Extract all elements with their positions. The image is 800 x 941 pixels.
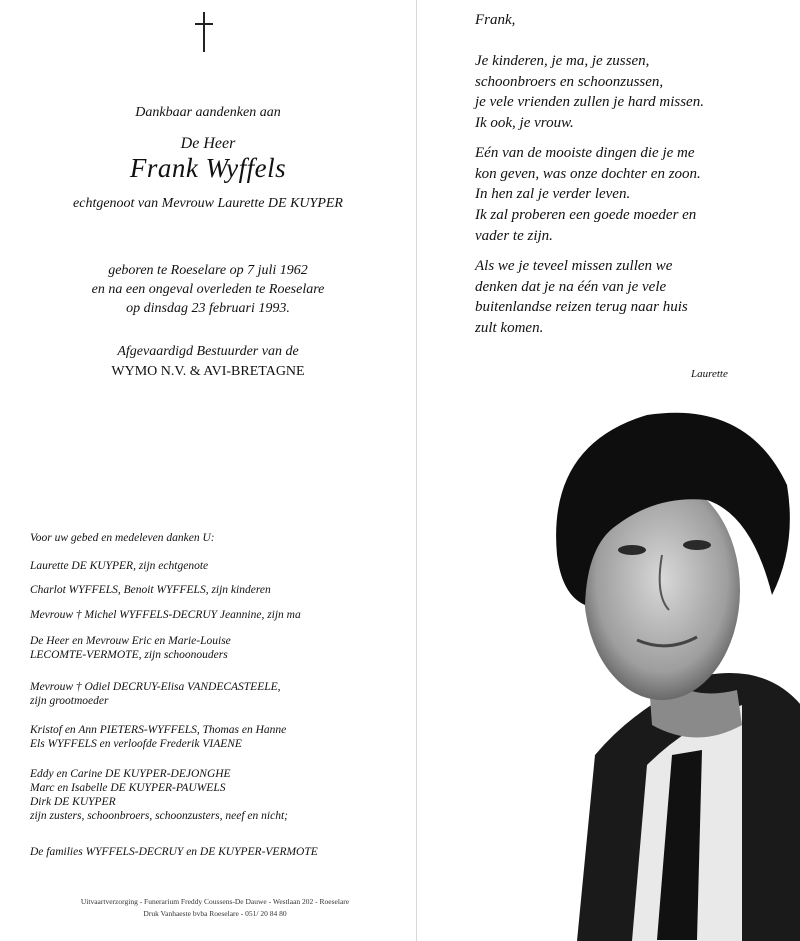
footer-line-2: Druk Vanhaeste bvba Roeselare - 051/ 20 84 80: [143, 909, 287, 918]
poem-line: denken dat je na één van je vele: [475, 278, 667, 295]
poem-line: Ik zal proberen een goede moeder en: [475, 207, 697, 224]
thanks-entry: [30, 845, 318, 859]
poem-line: vader te zijn.: [475, 227, 553, 244]
death-text-1: en na een ongeval overleden te Roeselare: [91, 282, 325, 297]
birth-text: geboren te Roeselare op 7 juli 1962: [108, 263, 308, 278]
role-text: Afgevaardigd Bestuurder van de: [117, 344, 299, 359]
thanks-line: Eddy en Carine DE KUYPER-DEJONGHE: [30, 768, 231, 780]
thanks-entry: [30, 723, 286, 751]
thanks-line: zijn zusters, schoonbroers, schoonzusters, neef en nicht;: [30, 810, 288, 822]
footer-line-1: Uitvaartverzorging - Funerarium Freddy Coussens-De Dauwe - Westlaan 202 - Roeselare: [80, 897, 350, 906]
poem-line: Ik ook, je vrouw.: [475, 115, 574, 132]
cross-icon: [193, 12, 215, 52]
thanks-line: Marc en Isabelle DE KUYPER-PAUWELS: [30, 782, 226, 794]
poem-greeting: Frank,: [475, 12, 516, 28]
poem-line: Als we je teveel missen zullen we: [475, 258, 673, 274]
poem-stanza: [475, 256, 688, 339]
thanks-line: De Heer en Mevrouw Eric en Marie-Louise: [30, 635, 231, 647]
title-text: De Heer: [180, 135, 236, 152]
poem-line: je vele vrienden zullen je hard missen.: [475, 94, 704, 111]
thanks-line: LECOMTE-VERMOTE, zijn schoonouders: [30, 649, 228, 661]
poem-line: In hen zal je verder leven.: [475, 186, 631, 203]
poem-stanza: [475, 51, 704, 134]
portrait-photo: [537, 405, 800, 941]
company-text: WYMO N.V. & AVI-BRETAGNE: [111, 364, 305, 379]
poem-line: kon geven, was onze dochter en zoon.: [475, 165, 701, 182]
thanks-entry: [30, 680, 281, 708]
intro-text: Dankbaar aandenken aan: [135, 105, 281, 120]
poem-line: Eén van de mooiste dingen die je me: [475, 145, 695, 161]
thanks-header: Voor uw gebed en medeleven danken U:: [30, 532, 215, 544]
spouse-text: echtgenoot van Mevrouw Laurette DE KUYPER: [73, 196, 343, 211]
thanks-line: Laurette DE KUYPER, zijn echtgenote: [30, 560, 209, 572]
thanks-line: Mevrouw † Michel WYFFELS-DECRUY Jeannine, zijn ma: [30, 609, 301, 621]
poem-line: Je kinderen, je ma, je zussen,: [475, 53, 650, 69]
thanks-line: Mevrouw † Odiel DECRUY-Elisa VANDECASTEELE,: [30, 681, 281, 693]
thanks-line: Dirk DE KUYPER: [30, 796, 116, 808]
deceased-name: Frank Wyffels: [129, 153, 287, 183]
poem-line: zult komen.: [475, 320, 544, 337]
thanks-entry: [30, 767, 288, 823]
thanks-line: Els WYFFELS en verloofde Frederik VIAENE: [30, 738, 242, 750]
thanks-entry: [30, 583, 271, 597]
thanks-line: zijn grootmoeder: [30, 695, 109, 707]
poem-stanza: [475, 143, 701, 247]
thanks-entry: [30, 634, 231, 662]
thanks-line: De families WYFFELS-DECRUY en DE KUYPER-VERMOTE: [30, 846, 318, 858]
poem-line: schoonbroers en schoonzussen,: [475, 73, 664, 90]
thanks-entry: [30, 559, 208, 573]
right-panel: [416, 0, 800, 941]
poem-line: buitenlandse reizen terug naar huis: [475, 299, 688, 316]
death-text-2: op dinsdag 23 februari 1993.: [126, 301, 290, 316]
thanks-line: Charlot WYFFELS, Benoit WYFFELS, zijn kinderen: [30, 584, 271, 596]
thanks-entry: [30, 608, 301, 622]
signature: Laurette: [691, 368, 728, 380]
thanks-line: Kristof en Ann PIETERS-WYFFELS, Thomas en Hanne: [30, 724, 287, 736]
